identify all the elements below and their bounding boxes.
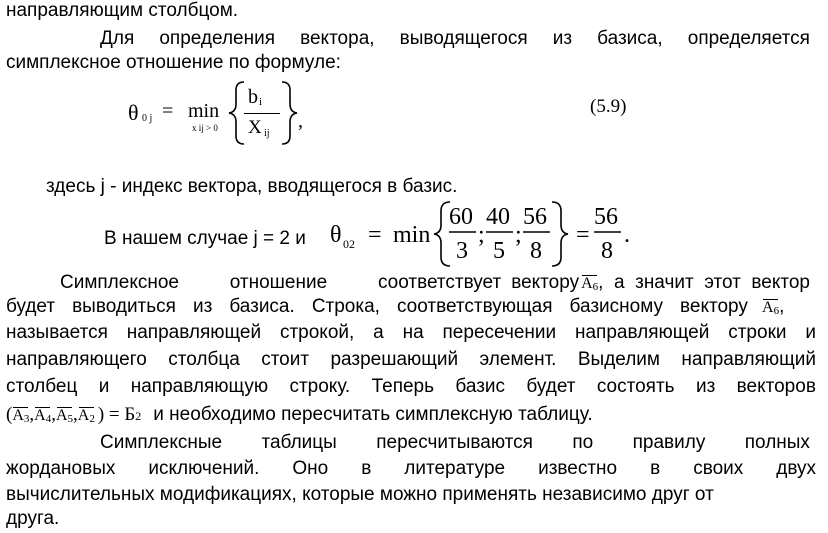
separator: ;	[478, 222, 485, 248]
result-numerator: 56	[594, 204, 618, 230]
word: Симплексные	[100, 432, 223, 453]
word: выводящегося	[399, 28, 528, 49]
word: соответствующая	[396, 296, 553, 317]
numerator-b: b	[248, 86, 258, 108]
word: своих	[693, 458, 744, 479]
word: направляющей	[575, 322, 710, 343]
theta-symbol: θ	[330, 222, 342, 248]
formula-5-9	[128, 80, 348, 146]
theta-subscript: 02	[343, 237, 355, 251]
equals-sign: =	[368, 222, 382, 248]
word: базиса,	[597, 28, 663, 49]
word: Выделим	[577, 349, 660, 370]
fraction1-denominator: 3	[456, 238, 468, 264]
equals-sign: =	[576, 222, 590, 248]
word: направляющего	[6, 349, 147, 370]
word: строку.	[289, 376, 351, 397]
denominator-x: X	[248, 117, 262, 138]
word: строкой,	[279, 322, 355, 343]
min-operator: min	[188, 100, 220, 122]
text-line	[6, 52, 816, 74]
fraction3-numerator: 56	[523, 204, 547, 230]
word-group	[6, 296, 748, 318]
word: направляющей	[126, 322, 262, 343]
word: строки	[728, 322, 787, 343]
word: и	[98, 376, 110, 397]
vector-a6	[762, 299, 779, 320]
paragraph-line	[100, 432, 810, 454]
word: столбец	[6, 376, 78, 397]
word: называется	[6, 322, 108, 343]
paragraph-line	[6, 296, 816, 320]
comma: ,	[779, 296, 785, 317]
word: стоит	[261, 349, 310, 370]
paragraph-line	[6, 484, 816, 506]
paragraph-line	[6, 322, 816, 344]
comma: ,	[298, 110, 303, 132]
word: будет	[6, 296, 56, 317]
fraction2-denominator: 5	[493, 238, 505, 264]
min-operator: min	[393, 222, 431, 248]
word: из	[695, 376, 716, 397]
equals-sign: =	[162, 100, 174, 122]
paragraph-line	[6, 458, 816, 480]
word: разрешающий	[330, 349, 459, 370]
fraction1-numerator: 60	[449, 204, 473, 230]
word: пересечении	[442, 322, 557, 343]
word: состоять	[596, 376, 675, 397]
word: векторов	[736, 376, 816, 397]
paragraph-line	[6, 349, 816, 371]
word: двух	[776, 458, 816, 479]
vector-letter: A	[34, 407, 46, 424]
text-span: друга.	[6, 508, 60, 529]
vector-letter: A	[55, 407, 68, 424]
word: полных	[744, 432, 810, 453]
word: направляющую	[130, 376, 269, 397]
denominator-subscript: ij	[264, 128, 270, 139]
word: соответствует	[377, 272, 502, 293]
right-brace	[552, 202, 568, 266]
text-span: и необходимо пересчитать симплексную таблицу.	[153, 404, 593, 425]
word: определяется	[687, 28, 810, 49]
word: литературе	[404, 458, 506, 479]
vector-index: 5	[67, 413, 74, 425]
formula-theta-02	[330, 198, 640, 268]
word: Симплексное	[60, 272, 179, 293]
vector-letter: A	[77, 407, 90, 424]
vector-letter: A	[12, 407, 24, 424]
paragraph-line: ( $A_3$ , $A_4$ , $A_5$ , $A_2$ ) = Б 2 и необходимо пересчитать симплексную таблицу.	[6, 404, 816, 428]
paragraph-line	[6, 376, 816, 398]
word: Теперь	[371, 376, 435, 397]
word: и	[805, 322, 816, 343]
word: столбца	[168, 349, 240, 370]
vector-index: 4	[45, 413, 52, 425]
word: из	[552, 28, 573, 49]
equation-number: (5.9)	[590, 96, 627, 117]
fraction-bar	[244, 113, 280, 114]
word: вектору	[680, 296, 748, 317]
vector-index: 6	[592, 281, 599, 293]
word: Оно	[292, 458, 329, 479]
paragraph-line	[60, 272, 810, 296]
word: а	[373, 322, 384, 343]
word: в	[650, 458, 661, 479]
text-span: симплексное отношение по формуле:	[6, 52, 341, 73]
basis-equation: ) = Б	[97, 404, 136, 425]
text-span: направляющим столбцом.	[6, 0, 239, 21]
paragraph-line	[6, 508, 816, 530]
word: таблицы	[261, 432, 337, 453]
word: определения	[159, 28, 275, 49]
word-group	[60, 272, 501, 294]
basis-index: 2	[135, 409, 142, 423]
word: вектору	[511, 272, 580, 293]
min-subscript: x ij > 0	[192, 123, 218, 133]
vector-a3	[12, 407, 29, 428]
word: по	[572, 432, 594, 453]
word: на	[402, 322, 424, 343]
word: правилу	[632, 432, 706, 453]
text-span: здесь j - индекс вектора, вводящегося в базис.	[46, 176, 458, 197]
word: Строка,	[311, 296, 380, 317]
text-line-justified	[100, 28, 810, 50]
text-span: , а значит этот вектор	[598, 272, 810, 293]
open-paren: (	[6, 404, 13, 425]
separator: ;	[515, 222, 522, 248]
left-brace	[434, 202, 450, 266]
text-line	[46, 176, 828, 198]
vector-letter: A	[762, 299, 774, 316]
theta-subscript: 0 j	[142, 113, 153, 124]
theta-symbol: θ	[128, 100, 139, 125]
word: базиса.	[229, 296, 295, 317]
word: Для	[100, 28, 135, 49]
vector-a6	[581, 275, 598, 296]
text-line	[6, 0, 816, 22]
text-span: вычислительных модификациях, которые можно применять независимо друг от	[6, 484, 714, 505]
word: направляющий	[681, 349, 816, 370]
word: элемент.	[479, 349, 557, 370]
vector-index: 3	[23, 413, 30, 425]
text-line	[104, 228, 324, 250]
numerator-subscript: i	[259, 96, 263, 108]
word: выводиться	[72, 296, 176, 317]
word: в	[361, 458, 372, 479]
word: будет	[526, 376, 576, 397]
word: отношение	[229, 272, 328, 293]
word: жордановых	[6, 458, 116, 479]
period: .	[624, 222, 630, 248]
text-span: В нашем случае j = 2 и	[104, 228, 306, 249]
word: базисному	[569, 296, 664, 317]
fraction2-numerator: 40	[486, 204, 510, 230]
word: пересчитываются	[376, 432, 533, 453]
fraction3-denominator: 8	[530, 238, 542, 264]
vector-a5	[56, 407, 73, 428]
result-denominator: 8	[601, 238, 613, 264]
vector-index: 6	[773, 305, 780, 317]
word: из	[192, 296, 213, 317]
word: вектора,	[300, 28, 375, 49]
word: известно	[538, 458, 618, 479]
word: базис	[455, 376, 506, 397]
vector-index: 2	[89, 413, 95, 425]
vector-letter: A	[581, 275, 593, 292]
word: исключений.	[148, 458, 260, 479]
vector-a4	[34, 407, 51, 428]
vector-a2	[78, 407, 95, 428]
